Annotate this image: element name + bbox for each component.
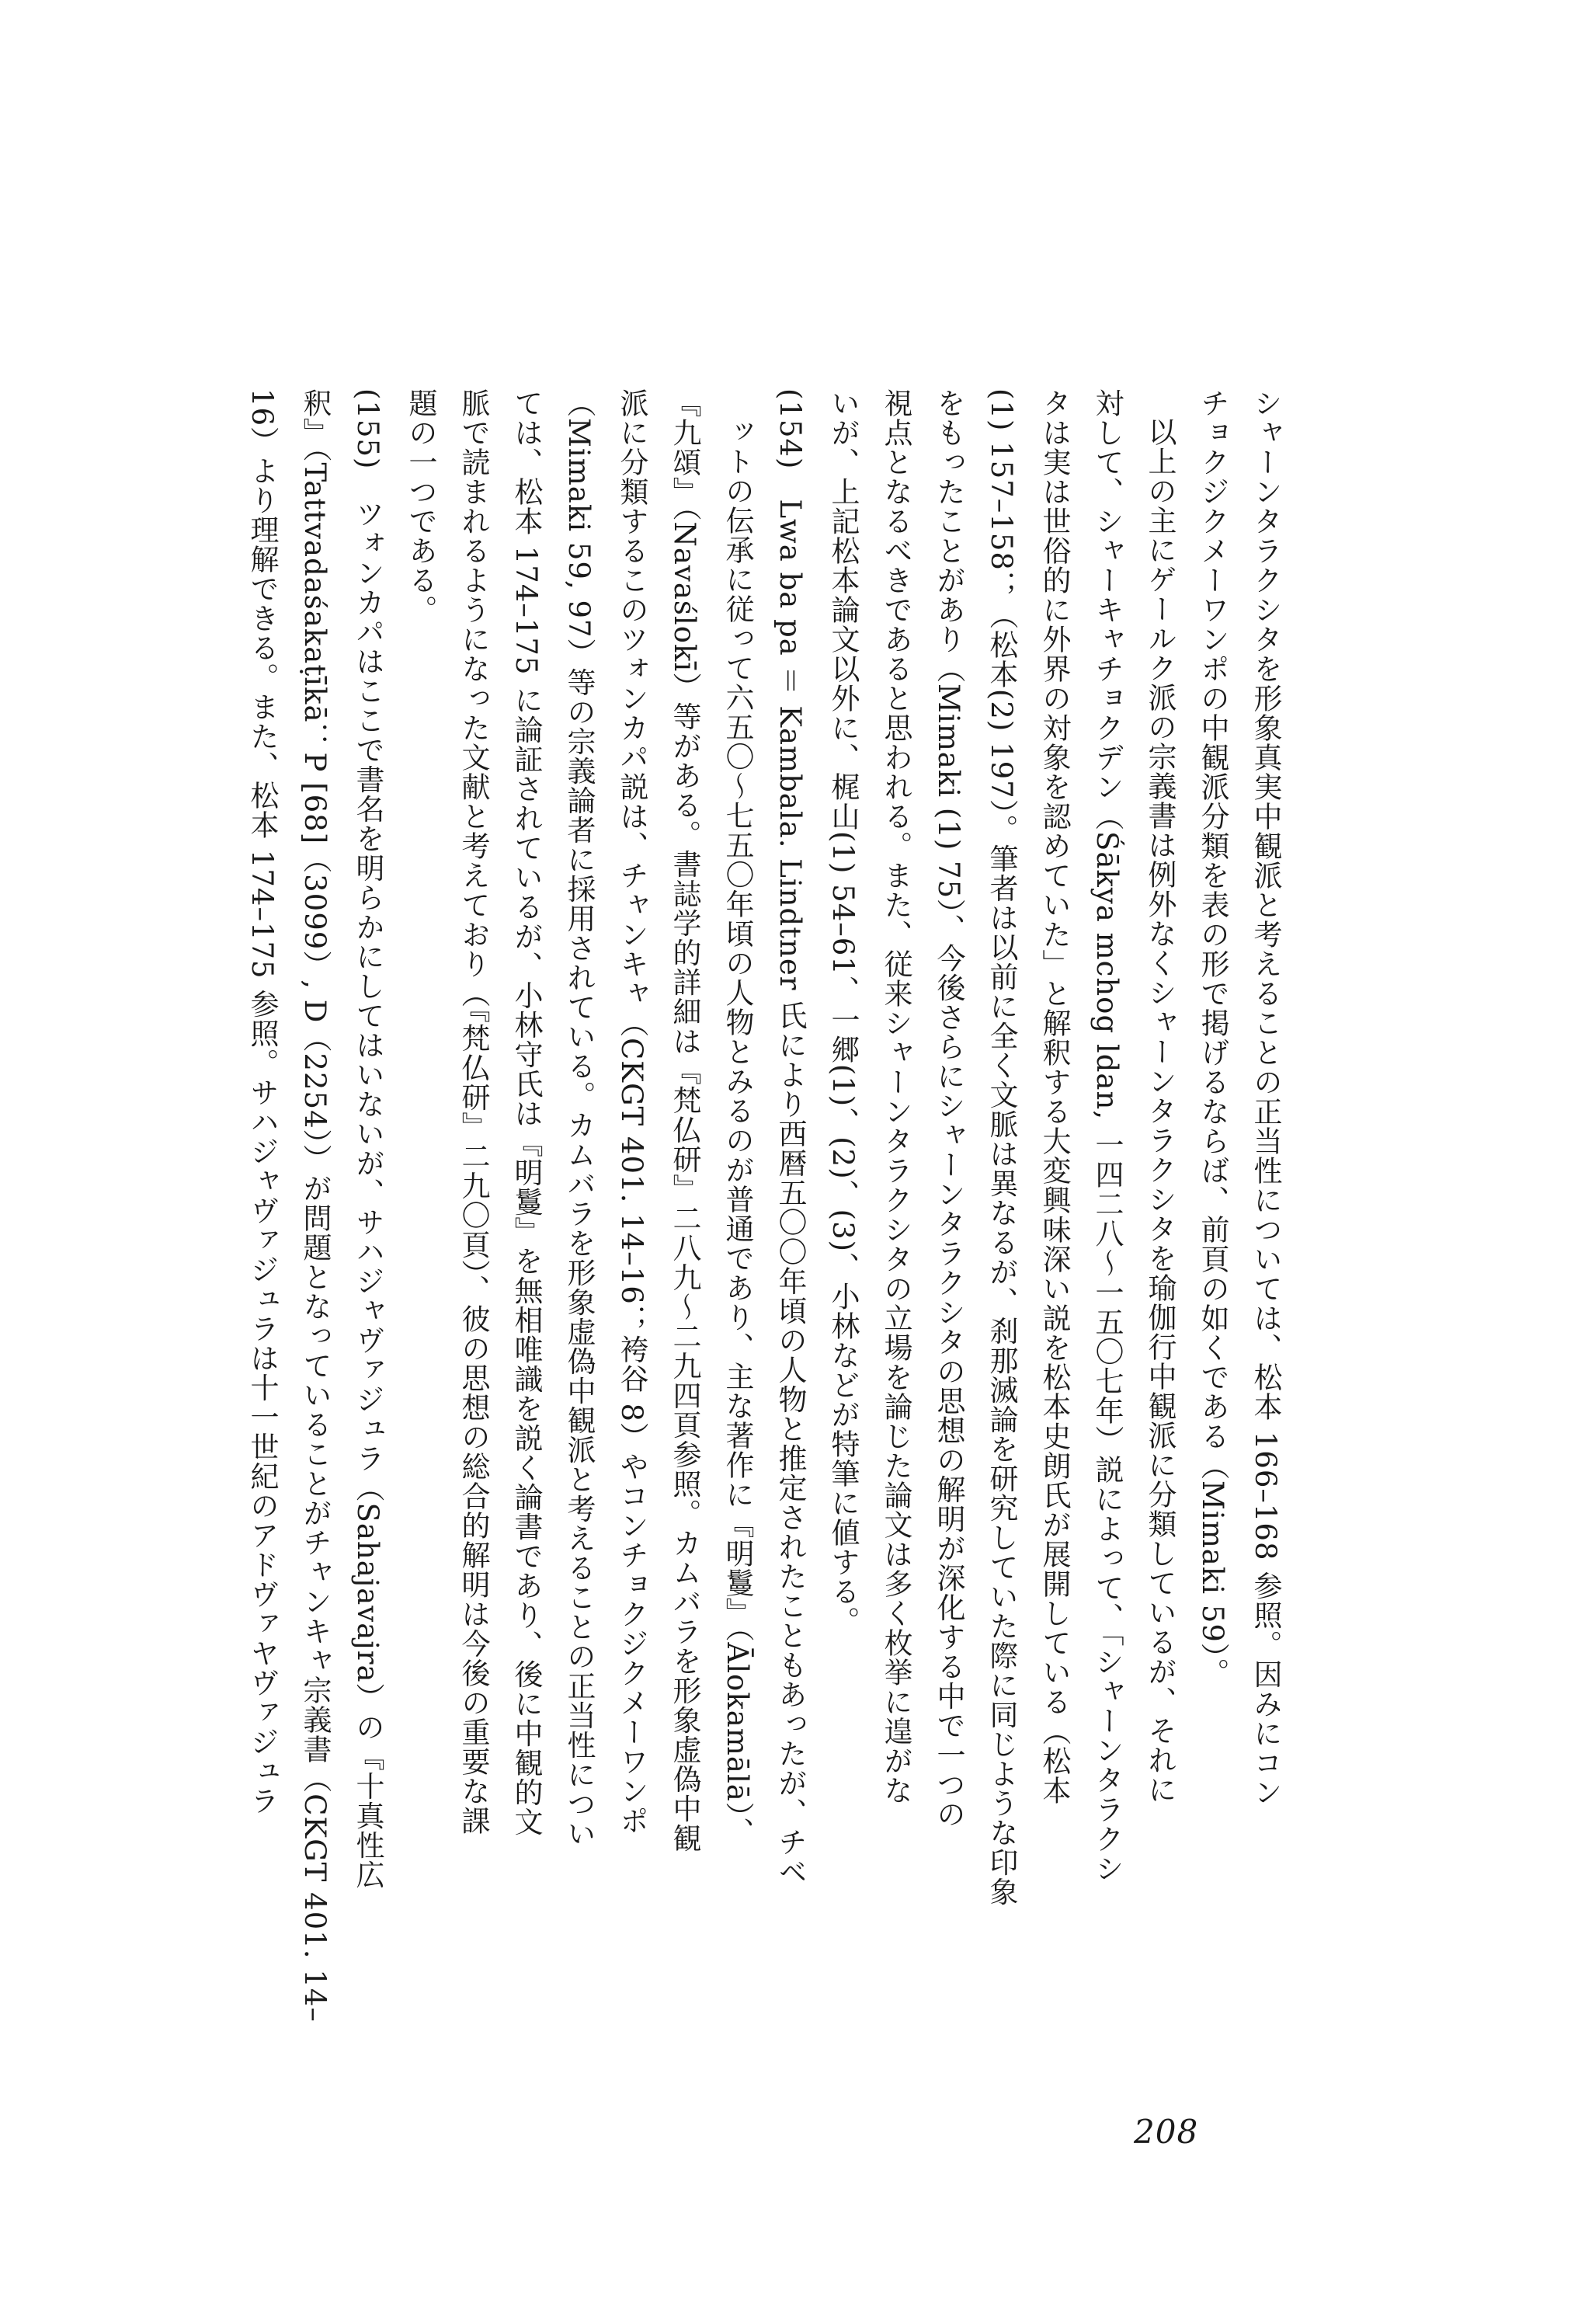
note-154-line-8: 題の一つである。 xyxy=(404,388,437,624)
note-154-line-7: 脈で読まれるようになった文献と考えており（『梵仏研』二九〇頁）、彼の思想の総合的解明は今後の重要な課 xyxy=(457,388,490,1835)
text-line-7: をもったことがあり（Mimaki (1) 75）、今後さらにシャーンタラクシタの思想の解明が深化する中で一つの xyxy=(932,388,965,1829)
text-line-6: (1) 157–158；（松本(2) 197）。筆者は以前に全く文脈は異なるが、刹那滅論を研究していた際に同じような印象 xyxy=(985,388,1018,1907)
note-154-line-5: （Mimaki 59, 97）等の宗義論者に採用されている。カムバラを形象虚偽中観派と考えることの正当性につい xyxy=(562,388,596,1849)
text-line-8: 視点となるべきであると思われる。また、従来シャーンタラクシタの立場を論じた論文は多く枚挙に遑がな xyxy=(879,388,912,1805)
note-154-line-2: ットの伝承に従って六五〇〜七五〇年頃の人物とみるのが普通であり、主な著作に『明鬘』（Ālokamālā）、 xyxy=(721,417,754,1847)
text-line-2: チョクジクメーワンポの中観派分類を表の形で掲げるならば、前頁の如くである（Mimaki 59）。 xyxy=(1196,388,1229,1688)
vertical-text-body xyxy=(235,388,1291,2097)
note-155-line-2: 釈』（Tattvadaśakaṭīkā：P [68]（3099）, D（2254））が問題となっていることがチャンキャ宗義書（CKGT 401. 14– xyxy=(298,388,332,2023)
note-155-line-3: 16）より理解できる。また、松本 174–175 参照。サハジャヴァジュラは十一世紀のアドヴァヤヴァジュラ xyxy=(245,388,279,1816)
text-line-3: 以上の主にゲールク派の宗義書は例外なくシャーンタラクシタを瑜伽行中観派に分類しているが、それに xyxy=(1143,417,1177,1804)
note-155-line-1: (155) ツォンカパはここで書名を明らかにしてはいないが、サハジャヴァジュラ（Sahajavajra）の『十真性広 xyxy=(351,388,384,1890)
page-number: 208 xyxy=(1134,2113,1199,2151)
text-line-5: タは実は世俗的に外界の対象を認めていた」と解釈する大変興味深い説を松本史朗氏が展開している（松本 xyxy=(1037,388,1071,1805)
text-line-4: 対して、シャーキャチョクデン（Śākya mchog ldan, 一四二八〜一五〇七年）説によって、「シャーンタラクシ xyxy=(1090,388,1124,1884)
note-154-line-3: 『九頌』（Navaślokī）等がある。書誌学的詳細は『梵仏研』二八九〜二九四頁参照。カムバラを形象虚偽中観 xyxy=(668,388,701,1853)
text-line-9: いが、上記松本論文以外に、梶山(1) 54–61、一郷(1)、(2)、(3)、小林などが特筆に値する。 xyxy=(826,388,860,1637)
note-154-line-4: 派に分類するこのツォンカパ説は、チャンキャ（CKGT 401. 14–16；袴谷 8）やコンチョクジクメーワンポ xyxy=(615,388,648,1836)
text-line-1: シャーンタラクシタを形象真実中観派と考えることの正当性については、松本 166–168 参照。因みにコン xyxy=(1249,388,1282,1807)
note-154-line-6: ては、松本 174–175 に論証されているが、小林守氏は『明鬘』を無相唯識を説く論書であり、後に中観的文 xyxy=(509,388,543,1837)
note-154-line-1: (154) Lwa ba pa ＝ Kambala. Lindtner 氏により西暦五〇〇年頃の人物と推定されたこともあったが、チベ xyxy=(773,388,807,1887)
